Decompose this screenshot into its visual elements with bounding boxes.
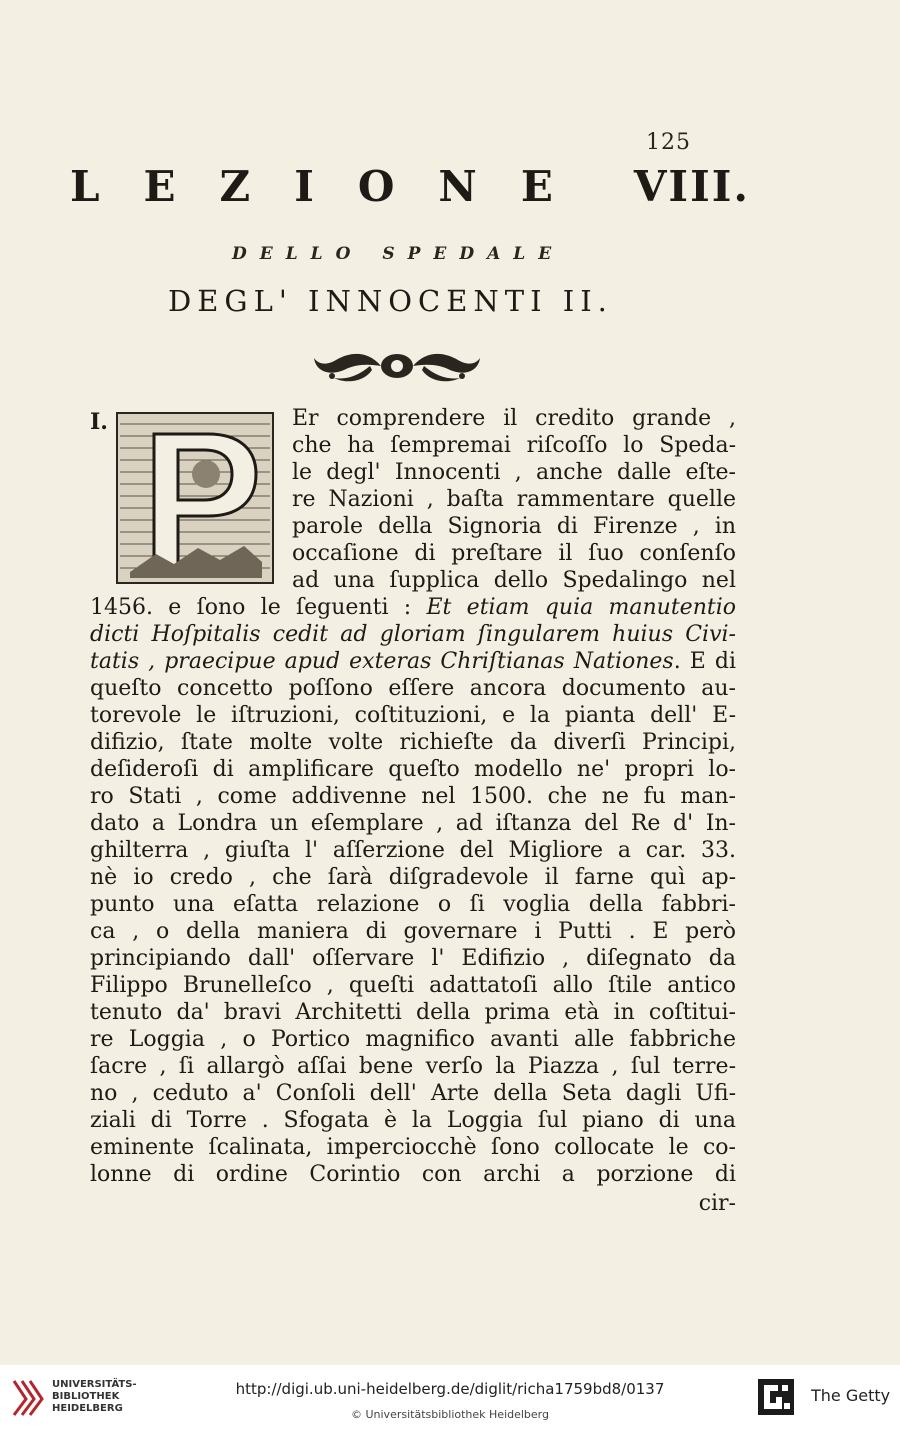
text-line: deſideroſi di amplificare queſto modello ne' propri lo-: [90, 757, 736, 782]
text-line: no , ceduto a' Conſoli dell' Arte della Seta dagli Ufi-: [90, 1081, 736, 1106]
page-number: 125: [646, 130, 691, 155]
copyright-notice: © Universitätsbibliothek Heidelberg: [350, 1408, 549, 1421]
text-line: Er comprendere il credito grande ,: [292, 406, 736, 431]
text-line: difizio, ſtate molte volte richieſte da diverſi Principi,: [90, 730, 736, 755]
chapter-subtitle-2: DEGL' INNOCENTI II.: [168, 284, 613, 318]
text-line: re Nazioni , baſta rammentare quelle: [292, 487, 736, 512]
text-line: ſacre , ſi allargò aſſai bene verſo la Piazza , ſul terre-: [90, 1054, 736, 1079]
section-number: I.: [90, 409, 108, 435]
text-line: occaſione di preſtare il ſuo conſenſo: [292, 541, 736, 566]
text-line: punto una eſatta relazione o ſi voglia della fabbri-: [90, 892, 736, 917]
drop-cap-p-icon: [116, 412, 274, 584]
text-line: tenuto da' bravi Architetti della prima età in coſtitui-: [90, 1000, 736, 1025]
library-name-line: UNIVERSITÄTS-: [52, 1379, 137, 1390]
text-line: ghilterra , giuſta l' aſſerzione del Migliore a car. 33.: [90, 838, 736, 863]
latin-quote: tatis , praecipue apud exteras Chriſtianas Nationes: [90, 649, 674, 674]
chapter-title: [70, 162, 750, 211]
text-line: ad una ſupplica dello Spedalingo nel: [292, 568, 736, 593]
library-name-line: BIBLIOTHEK: [52, 1391, 120, 1402]
ornament-icon: [312, 346, 482, 386]
catchword: cir-: [698, 1191, 736, 1216]
text-line: [90, 594, 736, 621]
getty-logo-icon[interactable]: [756, 1377, 796, 1417]
text-roman: 1456. e ſono le ſeguenti :: [90, 595, 427, 620]
text-line: ziali di Torre . Sfogata è la Loggia ſul piano di una: [90, 1108, 736, 1133]
permalink-url[interactable]: http://digi.ub.uni-heidelberg.de/diglit/richa1759bd8/0137: [235, 1380, 665, 1398]
text-line: che ha ſempremai riſcoſſo lo Speda-: [292, 433, 736, 458]
text-line: ca , o della maniera di governare i Putti . E però: [90, 919, 736, 944]
text-line: Filippo Brunelleſco , queſti adattatoſi allo ſtile antico: [90, 973, 736, 998]
text-line: lonne di ordine Corintio con archi a porzione di: [90, 1162, 736, 1187]
text-line: parole della Signoria di Firenze , in: [292, 514, 736, 539]
chapter-title-word: LEZIONE: [70, 162, 597, 211]
footer: [0, 1365, 900, 1431]
text-line: [90, 648, 736, 675]
latin-quote-line: dicti Hoſpitalis cedit ad gloriam ſingularem huius Civi-: [90, 622, 736, 647]
text-roman: . E di: [673, 649, 736, 674]
text-line: dato a Londra un eſemplare , ad iſtanza del Re d' In-: [90, 811, 736, 836]
text-line: le degl' Innocenti , anche dalle eſte-: [292, 460, 736, 485]
text-line: principiando dall' oſſervare l' Edifizio , diſegnato da: [90, 946, 736, 971]
text-line: torevole le iſtruzioni, coſtituzioni, e la pianta dell' E-: [90, 703, 736, 728]
text-line: nè io credo , che ſarà diſgradevole il farne quì ap-: [90, 865, 736, 890]
text-line: eminente ſcalinata, imperciocchè ſono collocate le co-: [90, 1135, 736, 1160]
library-name-line: HEIDELBERG: [52, 1403, 123, 1414]
text-line: queſto concetto poſſono eſſere ancora documento au-: [90, 676, 736, 701]
text-line: ro Stati , come addivenne nel 1500. che ne fu man-: [90, 784, 736, 809]
chapter-title-number: VIII.: [633, 162, 750, 211]
getty-name: The Getty: [811, 1386, 891, 1405]
chapter-subtitle-1: DELLO SPEDALE: [232, 244, 565, 264]
text-line: re Loggia , o Portico magnifico avanti alle fabbriche: [90, 1027, 736, 1052]
latin-quote: Et etiam quia manutentio: [426, 595, 736, 620]
